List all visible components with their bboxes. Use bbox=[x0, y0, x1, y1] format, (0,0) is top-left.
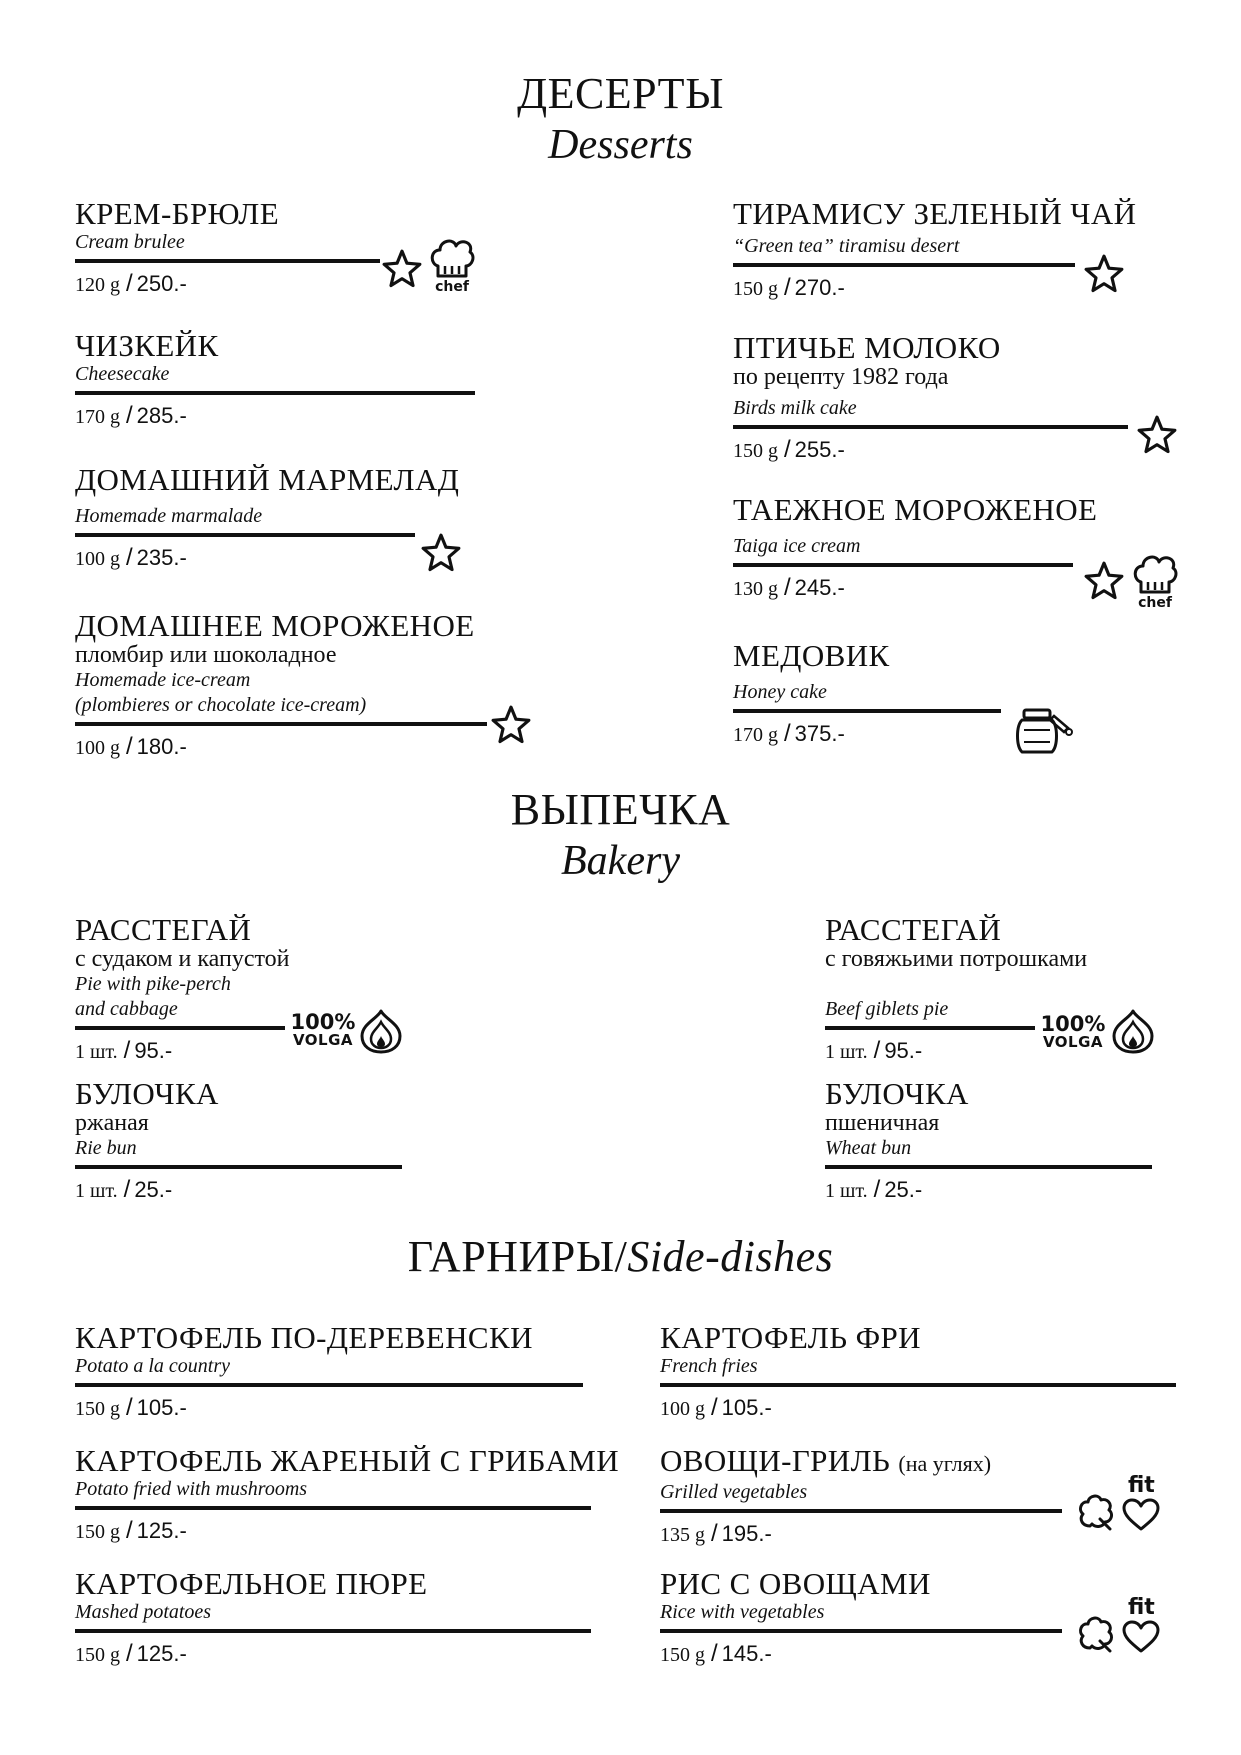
item-subtitle: пшеничная bbox=[825, 1110, 940, 1136]
price-line bbox=[660, 1521, 1062, 1548]
item-name-en-2: (plombieres or chocolate ice-cream) bbox=[75, 694, 367, 716]
price-separator: / bbox=[126, 544, 133, 571]
price-separator: / bbox=[873, 1037, 881, 1064]
price-separator: / bbox=[123, 1176, 131, 1203]
price-line bbox=[75, 1395, 583, 1422]
item-divider bbox=[75, 259, 380, 263]
section-title-bakery bbox=[0, 785, 1241, 884]
item-divider bbox=[660, 1629, 1062, 1633]
item-name-en-2: and cabbage bbox=[75, 998, 178, 1020]
menu-item-pie-pike-perch bbox=[75, 912, 290, 1065]
price-line bbox=[733, 437, 1128, 464]
price-line bbox=[75, 1177, 402, 1204]
item-name-en: Pie with pike-perch bbox=[75, 973, 231, 995]
price-line bbox=[75, 1641, 591, 1668]
item-name-en: French fries bbox=[660, 1355, 758, 1377]
section-title-en: Bakery bbox=[561, 838, 680, 884]
item-subtitle: по рецепту 1982 года bbox=[733, 364, 949, 390]
price-separator: / bbox=[784, 274, 791, 301]
item-divider bbox=[733, 263, 1075, 267]
item-price: 125.- bbox=[136, 1518, 187, 1543]
price-separator: / bbox=[126, 1517, 133, 1544]
item-divider bbox=[75, 391, 475, 395]
section-title-en: Desserts bbox=[548, 122, 693, 168]
item-price: 105.- bbox=[136, 1395, 187, 1420]
price-separator: / bbox=[711, 1520, 718, 1547]
price-line bbox=[660, 1395, 1176, 1422]
item-name-en: Homemade ice-cream bbox=[75, 669, 251, 691]
item-name-en: Rice with vegetables bbox=[660, 1601, 825, 1623]
chef-label: chef bbox=[1138, 595, 1172, 611]
price-line bbox=[733, 575, 1073, 602]
item-divider bbox=[825, 1026, 1035, 1030]
item-name: МЕДОВИК bbox=[733, 638, 890, 673]
section-title-desserts bbox=[0, 69, 1241, 168]
price-line bbox=[660, 1641, 1062, 1668]
volga-badge-percent: 100% bbox=[1040, 1012, 1106, 1036]
item-name-en: Rie bun bbox=[75, 1137, 137, 1159]
volga-badge-label: VOLGA bbox=[1042, 1033, 1104, 1051]
section-title-ru: ВЫПЕЧКА bbox=[510, 785, 731, 834]
volga-onion-icon bbox=[358, 1008, 404, 1054]
item-divider bbox=[75, 1629, 591, 1633]
item-price: 95.- bbox=[134, 1038, 173, 1063]
section-title-ru: ДЕСЕРТЫ bbox=[517, 69, 724, 118]
section-title-ru: ГАРНИРЫ bbox=[407, 1232, 615, 1281]
item-weight: 1 шт. bbox=[825, 1180, 868, 1202]
star-icon bbox=[1136, 414, 1178, 456]
item-name: КАРТОФЕЛЬНОЕ ПЮРЕ bbox=[75, 1566, 428, 1601]
item-price: 375.- bbox=[794, 721, 845, 746]
price-separator: / bbox=[126, 1640, 133, 1667]
item-divider bbox=[733, 563, 1073, 567]
star-icon bbox=[1083, 253, 1125, 295]
honey-jar-icon bbox=[1016, 706, 1074, 756]
item-name-en: Cream brulee bbox=[75, 231, 185, 253]
item-weight: 100 g bbox=[75, 737, 120, 759]
price-line bbox=[75, 734, 487, 761]
menu-item-creme-brulee bbox=[75, 198, 380, 298]
price-separator: / bbox=[126, 1394, 133, 1421]
item-divider bbox=[75, 1383, 583, 1387]
fit-label: fit bbox=[1128, 1473, 1155, 1498]
item-name: КАРТОФЕЛЬ ПО-ДЕРЕВЕНСКИ bbox=[75, 1320, 533, 1355]
item-name-en: Taiga ice cream bbox=[733, 535, 861, 557]
item-divider bbox=[660, 1509, 1062, 1513]
volga-onion-icon bbox=[1110, 1008, 1156, 1054]
item-subtitle: с говяжьими потрошками bbox=[825, 946, 1088, 972]
chef-icon bbox=[428, 236, 476, 282]
item-name-en: Grilled vegetables bbox=[660, 1481, 808, 1503]
item-name: ОВОЩИ-ГРИЛЬ bbox=[660, 1443, 891, 1478]
item-price: 180.- bbox=[136, 734, 187, 759]
price-line bbox=[75, 403, 475, 430]
item-divider bbox=[75, 533, 415, 537]
item-name: ДОМАШНИЙ МАРМЕЛАД bbox=[75, 462, 460, 497]
menu-item-homemade-ice-cream bbox=[75, 610, 487, 761]
menu-item-rye-bun bbox=[75, 1078, 402, 1204]
item-name-line bbox=[660, 1445, 1062, 1480]
item-weight: 150 g bbox=[75, 1398, 120, 1420]
menu-item-french-fries bbox=[660, 1322, 1176, 1422]
vegetable-icon bbox=[1076, 1492, 1116, 1532]
section-title-sides bbox=[0, 1232, 1241, 1281]
star-icon bbox=[420, 532, 462, 574]
item-weight: 150 g bbox=[733, 278, 778, 300]
item-subtitle: ржаная bbox=[75, 1110, 149, 1136]
item-price: 105.- bbox=[721, 1395, 772, 1420]
item-weight: 170 g bbox=[733, 724, 778, 746]
item-price: 95.- bbox=[884, 1038, 923, 1063]
item-weight: 100 g bbox=[660, 1398, 705, 1420]
price-line bbox=[825, 1177, 1152, 1204]
item-name: РИС С ОВОЩАМИ bbox=[660, 1566, 931, 1601]
menu-item-potato-mushrooms bbox=[75, 1443, 619, 1545]
fit-label: fit bbox=[1128, 1595, 1155, 1620]
volga-badge-label: VOLGA bbox=[292, 1031, 354, 1049]
item-price: 125.- bbox=[136, 1641, 187, 1666]
star-icon bbox=[1083, 560, 1125, 602]
item-name-en: Potato a la country bbox=[75, 1355, 230, 1377]
item-divider bbox=[825, 1165, 1152, 1169]
item-weight: 130 g bbox=[733, 578, 778, 600]
item-name: РАССТЕГАЙ bbox=[75, 912, 252, 947]
item-note: (на углях) bbox=[898, 1451, 992, 1476]
item-name-en: Beef giblets pie bbox=[825, 998, 949, 1020]
item-divider bbox=[75, 1026, 285, 1030]
price-separator: / bbox=[123, 1037, 131, 1064]
vegetable-icon bbox=[1076, 1614, 1116, 1654]
menu-item-marmalade bbox=[75, 462, 460, 572]
menu-item-birds-milk bbox=[733, 332, 1128, 464]
item-name: ЧИЗКЕЙК bbox=[75, 328, 219, 363]
item-price: 270.- bbox=[794, 275, 845, 300]
price-line bbox=[75, 271, 380, 298]
price-line bbox=[75, 545, 415, 572]
section-title-en: Side-dishes bbox=[627, 1232, 834, 1281]
price-separator: / bbox=[126, 270, 133, 297]
price-line bbox=[825, 1038, 1035, 1065]
item-price: 235.- bbox=[136, 545, 187, 570]
volga-badge-percent: 100% bbox=[290, 1010, 356, 1034]
item-price: 25.- bbox=[884, 1177, 923, 1202]
price-line bbox=[733, 275, 1075, 302]
item-name-en: Potato fried with mushrooms bbox=[75, 1478, 308, 1500]
item-name: РАССТЕГАЙ bbox=[825, 912, 1002, 947]
item-price: 145.- bbox=[721, 1641, 772, 1666]
item-divider bbox=[75, 722, 487, 726]
item-divider bbox=[75, 1165, 402, 1169]
item-price: 250.- bbox=[136, 271, 187, 296]
menu-item-taiga-ice-cream bbox=[733, 492, 1098, 602]
item-weight: 1 шт. bbox=[825, 1041, 868, 1063]
item-name-en: Mashed potatoes bbox=[75, 1601, 212, 1623]
item-subtitle: пломбир или шоколадное bbox=[75, 642, 337, 668]
volga-badge bbox=[1040, 1014, 1106, 1050]
price-separator: / bbox=[711, 1394, 718, 1421]
item-weight: 150 g bbox=[733, 440, 778, 462]
item-name: ПТИЧЬЕ МОЛОКО bbox=[733, 330, 1001, 365]
price-line bbox=[75, 1518, 591, 1545]
item-price: 285.- bbox=[136, 403, 187, 428]
price-separator: / bbox=[126, 733, 133, 760]
item-name-en: Homemade marmalade bbox=[75, 505, 263, 527]
item-weight: 1 шт. bbox=[75, 1180, 118, 1202]
item-price: 195.- bbox=[721, 1521, 772, 1546]
item-name: КАРТОФЕЛЬ ФРИ bbox=[660, 1320, 921, 1355]
menu-item-rice-vegetables bbox=[660, 1568, 1062, 1668]
item-price: 255.- bbox=[794, 437, 845, 462]
menu-item-cheesecake bbox=[75, 330, 475, 430]
price-line bbox=[75, 1038, 285, 1065]
fit-heart-icon bbox=[1121, 1620, 1161, 1654]
chef-icon bbox=[1131, 552, 1179, 598]
item-name-en: Honey cake bbox=[733, 681, 827, 703]
star-icon bbox=[381, 248, 423, 290]
price-separator: / bbox=[711, 1640, 718, 1667]
price-separator: / bbox=[126, 402, 133, 429]
item-name: ДОМАШНЕЕ МОРОЖЕНОЕ bbox=[75, 608, 475, 643]
item-name-en: Wheat bun bbox=[825, 1137, 912, 1159]
menu-item-tiramisu bbox=[733, 196, 1137, 302]
item-weight: 120 g bbox=[75, 274, 120, 296]
item-price: 245.- bbox=[794, 575, 845, 600]
price-separator: / bbox=[873, 1176, 881, 1203]
item-divider bbox=[733, 709, 1001, 713]
item-name: КРЕМ-БРЮЛЕ bbox=[75, 196, 280, 231]
item-divider bbox=[75, 1506, 591, 1510]
menu-item-medovik bbox=[733, 640, 1001, 748]
section-title-separator: / bbox=[614, 1232, 628, 1281]
item-name-en: Cheesecake bbox=[75, 363, 170, 385]
menu-item-grilled-vegetables bbox=[660, 1445, 1062, 1548]
volga-badge bbox=[290, 1012, 356, 1048]
item-name: КАРТОФЕЛЬ ЖАРЕНЫЙ С ГРИБАМИ bbox=[75, 1443, 619, 1478]
item-divider bbox=[733, 425, 1128, 429]
item-name: ТИРАМИСУ ЗЕЛЕНЫЙ ЧАЙ bbox=[733, 196, 1137, 231]
menu-item-potato-country bbox=[75, 1322, 583, 1422]
menu-item-wheat-bun bbox=[825, 1078, 1152, 1204]
fit-heart-icon bbox=[1121, 1498, 1161, 1532]
item-name: БУЛОЧКА bbox=[825, 1076, 969, 1111]
item-name: БУЛОЧКА bbox=[75, 1076, 219, 1111]
item-weight: 100 g bbox=[75, 548, 120, 570]
menu-item-mashed-potatoes bbox=[75, 1568, 591, 1668]
price-separator: / bbox=[784, 436, 791, 463]
item-subtitle: с судаком и капустой bbox=[75, 946, 290, 972]
price-separator: / bbox=[784, 574, 791, 601]
star-icon bbox=[490, 704, 532, 746]
chef-label: chef bbox=[435, 279, 469, 295]
item-name-en: Birds milk cake bbox=[733, 397, 857, 419]
item-weight: 1 шт. bbox=[75, 1041, 118, 1063]
item-weight: 150 g bbox=[660, 1644, 705, 1666]
item-weight: 150 g bbox=[75, 1521, 120, 1543]
item-weight: 150 g bbox=[75, 1644, 120, 1666]
price-separator: / bbox=[784, 720, 791, 747]
item-name-en: “Green tea” tiramisu desert bbox=[733, 235, 960, 257]
item-name: ТАЕЖНОЕ МОРОЖЕНОЕ bbox=[733, 492, 1098, 527]
item-weight: 135 g bbox=[660, 1524, 705, 1546]
item-price: 25.- bbox=[134, 1177, 173, 1202]
section-title-line bbox=[0, 1232, 1241, 1281]
item-divider bbox=[660, 1383, 1176, 1387]
item-weight: 170 g bbox=[75, 406, 120, 428]
price-line bbox=[733, 721, 1001, 748]
